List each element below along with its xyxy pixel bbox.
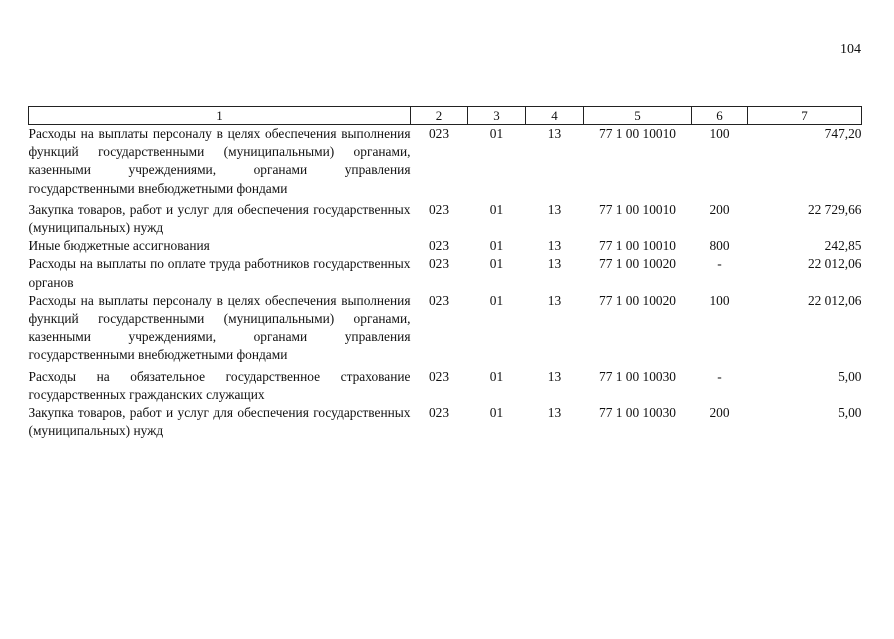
subsection-code: 13 [547,368,562,384]
subsection-code: 13 [547,238,562,254]
ministry-code: 023 [428,405,450,421]
column-header: 4 [526,107,584,125]
section-code: 01 [489,126,504,141]
expense-type-code: - [717,256,722,272]
section-code: 01 [489,256,504,272]
expense-type-code: 100 [709,126,730,141]
amount: 242,85 [824,238,862,254]
target-article-code: 77 1 00 10010 [599,238,676,254]
expense-type-code: 100 [709,292,730,308]
ministry-code: 023 [428,368,450,384]
expense-type-code: 200 [709,405,730,421]
expense-name: Расходы на выплаты персоналу в целях обеспечения выполнения функций государственными (муниципальными) органами, казенными учреждениями, органами управления государственными внебюджетными фондами [28,126,411,196]
table-row [29,255,862,291]
table-row [29,237,862,255]
page-number: 104 [840,42,861,57]
column-header: 7 [748,107,862,125]
target-article-code: 77 1 00 10030 [599,405,676,421]
subsection-code: 13 [547,256,562,272]
expense-name: Расходы на выплаты персоналу в целях обеспечения выполнения функций государственными (муниципальными) органами, казенными учреждениями, органами управления государственными внебюджетными фондами [28,292,411,363]
expense-type-code: 800 [709,238,730,254]
column-header: 2 [411,107,468,125]
expense-name: Расходы на обязательное государственное страхование государственных гражданских служащих [28,368,411,402]
table-row [29,292,862,368]
amount: 22 012,06 [807,292,862,308]
column-header: 5 [584,107,692,125]
table-row [29,368,862,404]
column-header: 1 [29,107,411,125]
expense-name: Закупка товаров, работ и услуг для обеспечения государственных (муниципальных) нужд [28,201,411,236]
target-article-code: 77 1 00 10030 [599,368,676,384]
subsection-code: 13 [547,405,562,421]
column-header: 6 [692,107,748,125]
expense-name: Закупка товаров, работ и услуг для обеспечения государственных (муниципальных) нужд [28,405,411,439]
amount: 5,00 [838,405,862,421]
section-code: 01 [489,201,504,217]
expense-type-code: 200 [709,201,730,217]
amount: 22 012,06 [807,256,862,272]
subsection-code: 13 [547,292,562,308]
expense-type-code: - [717,368,722,384]
amount: 5,00 [838,368,862,384]
target-article-code: 77 1 00 10020 [599,292,676,308]
table-row [29,201,862,237]
target-article-code: 77 1 00 10020 [599,256,676,272]
table-row [29,125,862,201]
table-row [29,404,862,440]
ministry-code: 023 [428,256,450,272]
amount: 22 729,66 [807,201,862,217]
target-article-code: 77 1 00 10010 [599,126,676,141]
amount: 747,20 [824,126,862,141]
section-code: 01 [489,368,504,384]
expense-name: Иные бюджетные ассигнования [28,238,210,254]
table-header-row [29,107,862,125]
target-article-code: 77 1 00 10010 [599,201,676,217]
column-header: 3 [468,107,526,125]
ministry-code: 023 [428,126,450,141]
budget-table [28,106,862,440]
subsection-code: 13 [547,201,562,217]
section-code: 01 [489,405,504,421]
subsection-code: 13 [547,126,562,141]
section-code: 01 [489,238,504,254]
ministry-code: 023 [428,292,450,308]
expense-name: Расходы на выплаты по оплате труда работников государственных органов [28,256,411,290]
ministry-code: 023 [428,238,450,254]
section-code: 01 [489,292,504,308]
ministry-code: 023 [428,201,450,217]
